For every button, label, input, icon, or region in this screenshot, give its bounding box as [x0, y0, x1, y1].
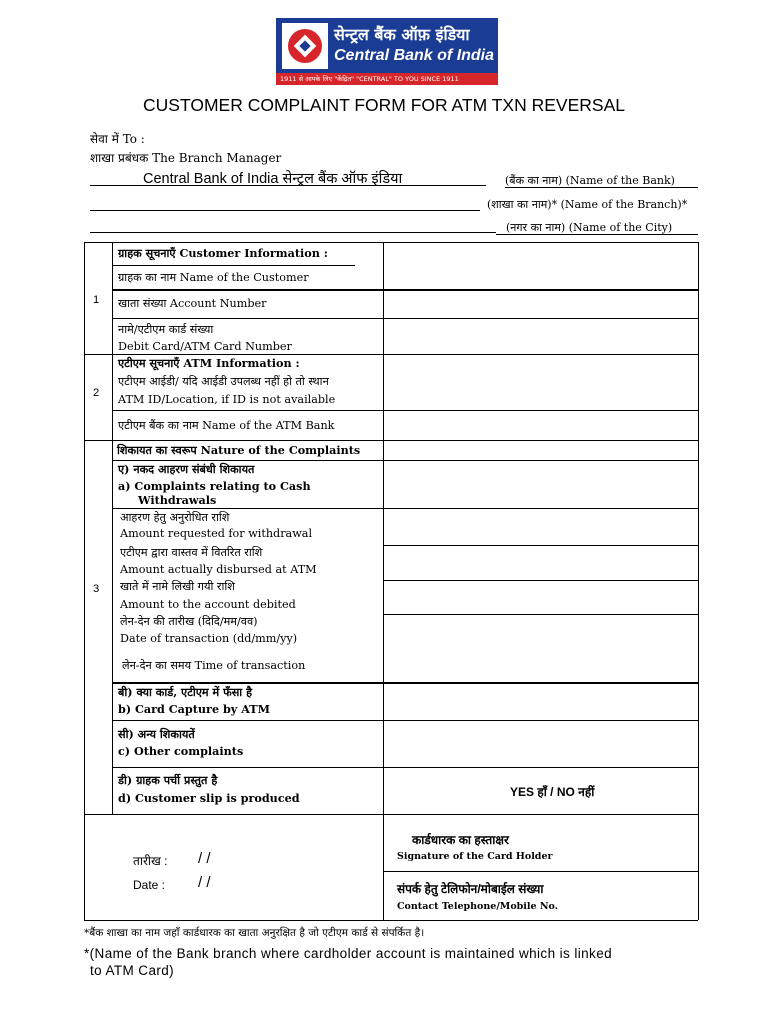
amount-disbursed-en: Amount actually disbursed at ATM — [120, 563, 317, 576]
contact-label-en: Contact Telephone/Mobile No. — [397, 901, 559, 912]
amount-disbursed-field[interactable] — [384, 546, 697, 580]
other-complaints-field[interactable] — [384, 721, 697, 767]
complaint-nature-header: शिकायत का स्वरूप Nature of the Complaints — [117, 443, 361, 457]
account-number-field[interactable] — [384, 291, 697, 318]
transaction-time-label: लेन-देन का समय Time of transaction — [122, 659, 306, 672]
footnote-hindi: *बैंक शाखा का नाम जहाँ कार्डधारक का खाता अनुरक्षित है जो एटीएम कार्ड से संपर्कित है। — [84, 927, 425, 939]
yes-no-choice[interactable]: YES हाँ / NO नहीं — [510, 785, 595, 799]
cash-complaint-en-2: Withdrawals — [138, 493, 217, 507]
footnote-english: *(Name of the Bank branch where cardholder account is maintained which is linked — [84, 946, 613, 961]
customer-info-header: ग्राहक सूचनाएँ Customer Information : — [118, 246, 328, 260]
amount-debited-en: Amount to the account debited — [120, 598, 296, 611]
signature-label-hi: कार्डधारक का हस्ताक्षर — [412, 833, 509, 847]
form-title: CUSTOMER COMPLAINT FORM FOR ATM TXN REVERSAL — [143, 95, 625, 115]
customer-slip-en: d) Customer slip is produced — [118, 791, 300, 805]
amount-requested-hi: आहरण हेतु अनुरोधित राशि — [120, 511, 230, 524]
date-slashes-2[interactable]: / / — [198, 874, 211, 891]
card-capture-en: b) Card Capture by ATM — [118, 702, 270, 716]
transaction-date-hi: लेन-देन की तारीख (दिदि/मम/वव) — [120, 615, 258, 628]
amount-disbursed-hi: एटीएम द्वारा वास्तव में वितरित राशि — [120, 546, 263, 559]
atm-bank-field[interactable] — [384, 411, 697, 440]
amount-requested-en: Amount requested for withdrawal — [120, 527, 313, 540]
cash-complaint-hi: ए) नकद आहरण संबंधी शिकायत — [118, 462, 255, 476]
transaction-date-time-field[interactable] — [384, 615, 697, 682]
card-number-field[interactable] — [384, 319, 697, 354]
bank-label-underline — [505, 187, 698, 188]
contact-number-field[interactable] — [384, 872, 697, 919]
date-label-hi: तारीख : — [133, 854, 168, 868]
bank-emblem-icon — [282, 23, 328, 69]
other-complaints-hi: सी) अन्य शिकायतें — [118, 727, 195, 741]
city-name-line[interactable] — [90, 232, 496, 233]
logo-tagline-band — [276, 73, 498, 85]
manager-line: शाखा प्रबंधक The Branch Manager — [90, 151, 282, 165]
branch-name-label: (शाखा का नाम)* (Name of the Branch)* — [487, 198, 688, 211]
atm-id-label-en: ATM ID/Location, if ID is not available — [118, 393, 336, 406]
amount-debited-hi: खाते में नामे लिखी गयी राशि — [120, 580, 235, 593]
atm-id-field[interactable] — [384, 355, 697, 410]
logo-english-name: Central Bank of India — [334, 47, 495, 64]
section-2-number: 2 — [93, 387, 100, 399]
customer-slip-hi: डी) ग्राहक पर्ची प्रस्तुत है — [118, 773, 218, 787]
customer-name-label: ग्राहक का नाम Name of the Customer — [118, 271, 309, 284]
branch-name-line[interactable] — [90, 210, 480, 211]
signature-label-en: Signature of the Card Holder — [397, 851, 553, 862]
section-3-number: 3 — [93, 583, 100, 595]
footnote-english-2: to ATM Card) — [90, 963, 175, 978]
card-capture-field[interactable] — [384, 684, 697, 720]
atm-info-header: एटीएम सूचनाएँ ATM Information : — [118, 356, 300, 370]
bank-name-label: (बैंक का नाम) (Name of the Bank) — [505, 174, 675, 187]
to-line: सेवा में To : — [90, 132, 145, 146]
amount-requested-field[interactable] — [384, 509, 697, 545]
customer-name-field[interactable] — [384, 243, 697, 289]
account-number-label: खाता संख्या Account Number — [118, 297, 267, 310]
section-1-number: 1 — [93, 294, 100, 306]
cash-complaint-en: a) Complaints relating to Cash — [118, 479, 311, 493]
bank-logo — [276, 18, 498, 85]
transaction-date-en: Date of transaction (dd/mm/yy) — [120, 632, 298, 645]
amount-debited-field[interactable] — [384, 581, 697, 614]
atm-bank-label: एटीएम बैंक का नाम Name of the ATM Bank — [118, 419, 335, 432]
city-name-label: (नगर का नाम) (Name of the City) — [506, 221, 673, 234]
atm-id-label-hi: एटीएम आईडी/ यदि आईडी उपलब्ध नहीं हो तो स्थान — [118, 375, 329, 388]
card-number-label-hi: नामे/एटीएम कार्ड संख्या — [118, 323, 214, 336]
contact-label-hi: संपर्क हेतु टेलिफोन/मोबाईल संख्या — [397, 882, 544, 896]
city-label-underline — [496, 234, 698, 235]
other-complaints-en: c) Other complaints — [118, 744, 244, 758]
logo-tagline: 1911 से आपके लिए "केंद्रित" "CENTRAL" TO YOU SINCE 1911 — [280, 75, 459, 83]
date-slashes-1[interactable]: / / — [198, 850, 211, 867]
cash-complaint-field[interactable] — [384, 461, 697, 508]
card-number-label-en: Debit Card/ATM Card Number — [118, 340, 292, 353]
date-label-en: Date : — [133, 878, 166, 892]
card-capture-hi: बी) क्या कार्ड, एटीएम में फँसा है — [118, 685, 253, 699]
bank-name-value: Central Bank of India सेन्ट्रल बैंक ऑफ इंडिया — [143, 171, 403, 187]
logo-hindi-name: सेन्ट्रल बैंक ऑफ़ इंडिया — [334, 25, 470, 44]
